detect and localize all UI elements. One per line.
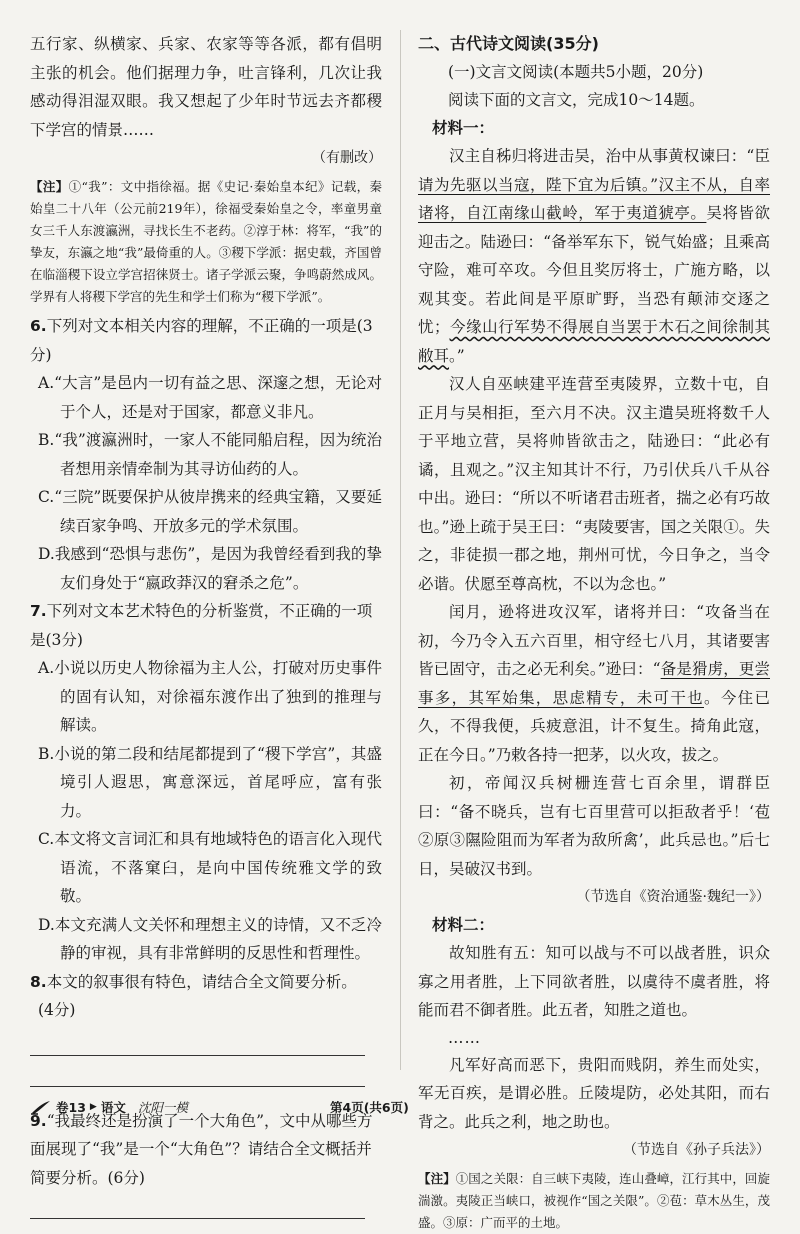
story-note <box>30 176 382 308</box>
story-tail: 五行家、纵横家、兵家、农家等等各派，都有倡明主张的机会。他们据理力争，吐言锋利，几次让我感动得泪湿双眼。我又想起了少年时节远去齐都稷下学宫的情景…… <box>30 35 382 139</box>
reading-instruction: 阅读下面的文言文，完成10～14题。 <box>448 91 705 109</box>
section-title: 二、古代诗文阅读(35分) <box>418 34 599 53</box>
question-7-option-a: A.小说以历史人物徐福为主人公，打破对历史事件的固有认知，对徐福东渡作出了独到的推理与解读。 <box>38 659 382 734</box>
question-8-score: (4分) <box>38 1001 76 1019</box>
question-7-stem: 7.下列对文本艺术特色的分析鉴赏，不正确的一项是(3分) <box>30 602 373 649</box>
material-2-label: 材料二： <box>432 916 495 934</box>
material-1-paragraph-4: 初，帝闻汉兵树栅连营七百余里，谓群臣曰：“备不晓兵，岂有七百里营可以拒敌者乎！‘苞②原③隰险阻而为军者为敌所禽’，此兵忌也。”后七日，吴破汉书到。 <box>418 774 770 878</box>
material-1-label: 材料一： <box>432 119 495 137</box>
column-divider <box>400 30 401 1070</box>
material-1-source: （节选自《资治通鉴·魏纪一》） <box>576 889 770 905</box>
left-column <box>30 30 382 1219</box>
question-8 <box>30 968 382 1087</box>
answer-line[interactable] <box>30 1055 365 1056</box>
material-1-paragraph-1: 汉主自秭归将进击吴，治中从事黄权谏曰：“臣请为先驱以当寇，陛下宜为后镇。”汉主不从，自率诸将，自江南缘山截岭，军于夷道猇亭。吴将皆欲迎击之。陆逊曰：“备举军东下，锐气始盛；且乘高守险，难可卒攻。今但且奖厉将士，广施方略，以观其变。若此间是平原旷野，当恐有颠沛交逐之忧；今缘山行军势不得展自当罢于木石之间徐制其敝耳。” <box>418 147 770 365</box>
question-6-option-a: A.“大言”是邑内一切有益之思、深邃之想，无论对于个人，还是对于国家，都意义非凡。 <box>38 374 382 421</box>
note-text: ①国之关限：自三峡下夷陵，连山叠嶂，江行其中，回旋湍激。夷陵正当峡口，被视作“国之关限”。②苞：草木丛生，茂盛。③原：广而平的土地。 <box>418 1171 770 1230</box>
right-note <box>418 1168 770 1234</box>
triangle-icon: ▶ <box>89 1102 97 1112</box>
volume-label: 卷13 <box>56 1100 86 1115</box>
question-7-option-c: C.本文将文言词汇和具有地域特色的语言化入现代语流，不落窠臼，是向中国传统雅文学的致敬。 <box>38 830 382 905</box>
underlined-sentence: 请为先驱以当寇，陛下宜为后镇。”汉主不从，自率诸将，自江南缘山截岭，军于夷道猇亭。 <box>418 175 770 222</box>
underlined-sentence: 备是猾虏，更尝事多，其军始集，思虑精专，未可干也 <box>418 660 770 707</box>
question-6 <box>30 312 382 597</box>
question-7-option-b: B.小说的第二段和结尾都提到了“稷下学宫”，其盛境引人遐思，寓意深远，首尾呼应，富有张力。 <box>38 744 382 820</box>
story-source: （有删改） <box>312 150 382 166</box>
note-text: ①“我”：文中指徐福。据《史记·秦始皇本纪》记载，秦始皇二十八年（公元前219年），徐福受秦始皇之令，率童男童女三千人东渡瀛洲，寻找长生不老药。②淳于林：将军，“我”的挚友，东瀛之地“我”最倚重的人。③稷下学派：据史载，齐国曾在临淄稷下设立学宫招徕贤士。诸子学派云聚，争鸣蔚然成风。学界有人将稷下学宫的先生和学士们称为“稷下学派”。 <box>30 179 382 304</box>
material-1-paragraph-2: 汉人自巫峡建平连营至夷陵界，立数十屯，自正月与吴相拒，至六月不决。汉主遣吴班将数千人于平地立营，吴将帅皆欲击之，陆逊曰：“此必有谲，且观之。”汉主知其计不行，乃引伏兵八千从谷中出。逊曰：“所以不听诸君击班者，揣之必有巧故也。”逊上疏于吴王曰：“夷陵要害，国之关限①。失之，非徒损一郡之地，荆州可忧，今日争之，当令必谐。伏愿至尊高枕，不以为念也。” <box>418 375 770 593</box>
question-6-option-b: B.“我”渡瀛洲时，一家人不能同船启程，因为统治者想用亲情牵制为其寻访仙药的人。 <box>38 431 382 478</box>
subject-label: 语文 <box>100 1100 126 1115</box>
material-2-paragraph-1: 故知胜有五：知可以战与不可以战者胜，识众寡之用者胜，上下同欲者胜，以虞待不虞者胜，将能而君不御者胜。此五者，知胜之道也。 <box>418 944 770 1019</box>
question-6-stem: 6.下列对文本相关内容的理解，不正确的一项是(3分) <box>30 317 373 364</box>
question-6-option-c: C.“三院”既要保护从彼岸携来的经典宝籍，又要延续百家争鸣、开放多元的学术氛围。 <box>38 488 382 535</box>
wavy-underlined-sentence: 今缘山行军势不得展自当罢于木石之间徐制其敝耳 <box>418 318 770 365</box>
brush-logo-icon <box>30 1099 52 1115</box>
exam-label: 沈阳一模 <box>137 1100 188 1115</box>
ellipsis: …… <box>448 1028 481 1047</box>
right-column <box>418 30 770 1234</box>
page-number: 第4页(共6页) <box>330 1100 409 1115</box>
question-6-option-d: D.我感到“恐惧与悲伤”，是因为我曾经看到我的挚友们身处于“嬴政莽汉的窘杀之危”。 <box>38 545 382 592</box>
question-9-stem: 9.“我最终还是扮演了一个大角色”，文中从哪些方面展现了“我”是一个“大角色”？请结合全文概括并简要分析。(6分) <box>30 1111 373 1187</box>
note-tag: 【注】 <box>418 1171 456 1186</box>
page-footer <box>30 1098 770 1122</box>
material-1-paragraph-3: 闰月，逊将进攻汉军，诸将并曰：“攻备当在初，今乃令入五六百里，相守经七八月，其诸要害皆已固守，击之必无利矣。”逊曰：“备是猾虏，更尝事多，其军始集，思虑精专，未可干也。今住已久，不得我便，兵疲意沮，计不复生。掎角此寇，正在今日。”乃敕各持一把茅，以火攻，拔之。 <box>418 603 770 764</box>
sub-section-title: (一)文言文阅读(本题共5小题，20分) <box>448 63 704 81</box>
footer-left <box>30 1098 188 1116</box>
question-7-option-d: D.本文充满人文关怀和理想主义的诗情，又不乏冷静的审视，具有非常鲜明的反思性和哲理性。 <box>38 915 382 962</box>
answer-line[interactable] <box>30 1086 365 1087</box>
note-tag: 【注】 <box>30 179 69 194</box>
answer-line[interactable] <box>30 1218 365 1219</box>
question-9 <box>30 1107 382 1220</box>
question-8-stem: 8.本文的叙事很有特色，请结合全文简要分析。 <box>30 972 357 991</box>
question-7 <box>30 597 382 968</box>
material-2-paragraph-2: 凡军好高而恶下，贵阳而贱阴，养生而处实，军无百疾，是谓必胜。丘陵堤防，必处其阳，而右背之。此兵之利，地之助也。 <box>418 1055 770 1131</box>
material-2-source: （节选自《孙子兵法》） <box>623 1142 770 1158</box>
